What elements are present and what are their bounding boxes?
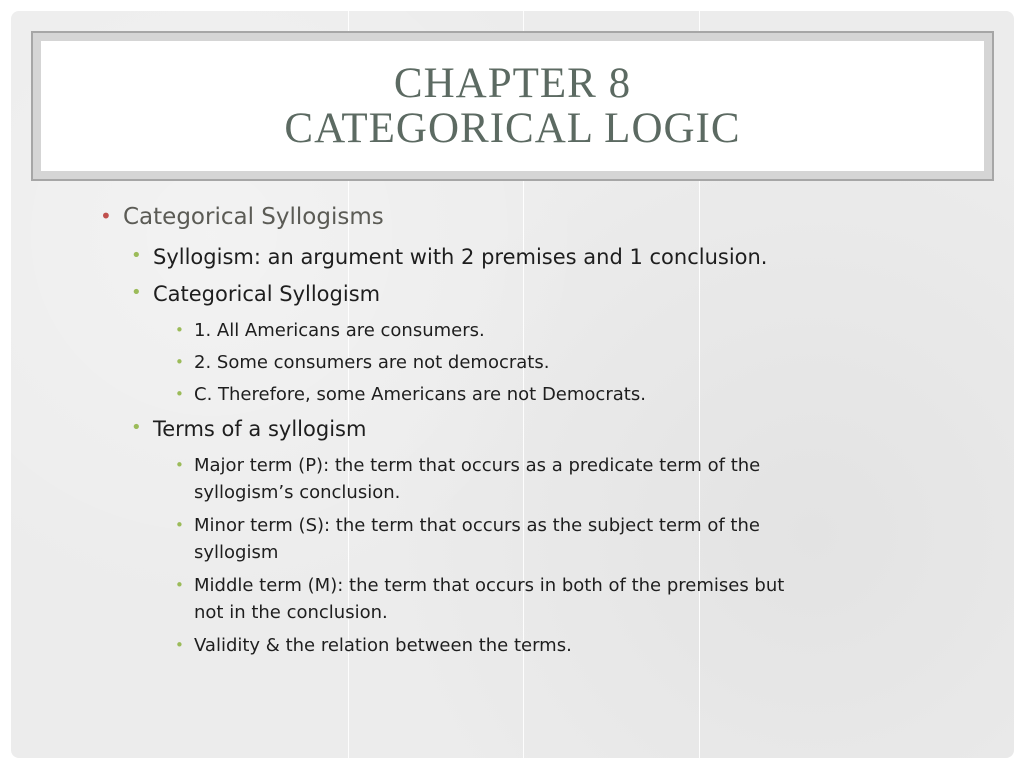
bullet-icon: • <box>175 576 184 594</box>
bullet-text: Categorical Syllogism <box>153 282 381 306</box>
bullet-terms-of-syllogism <box>131 417 367 441</box>
bullet-premise-1 <box>175 317 485 344</box>
bullet-text: Terms of a syllogism <box>153 417 367 441</box>
bullet-premise-2 <box>175 349 550 376</box>
bullet-text-line-2: not in the conclusion. <box>194 602 388 623</box>
title-line-1: CHAPTER 8 <box>393 60 632 107</box>
bullet-categorical-syllogisms <box>100 204 384 230</box>
bullet-text-line-2: syllogism <box>194 542 279 563</box>
bullet-categorical-syllogism <box>131 282 381 306</box>
bullet-text-line-2: syllogism’s conclusion. <box>194 482 401 503</box>
bullet-icon: • <box>175 456 184 474</box>
bullet-text-line-1: Middle term (M): the term that occurs in both of the premises but <box>194 575 785 596</box>
bullet-text: C. Therefore, some Americans are not Democrats. <box>194 384 646 405</box>
bullet-text-line-1: Minor term (S): the term that occurs as the subject term of the <box>194 515 760 536</box>
bullet-icon: • <box>175 353 184 371</box>
bullet-icon: • <box>175 321 184 339</box>
bullet-minor-term <box>175 512 760 566</box>
bullet-major-term <box>175 452 761 506</box>
bullet-text: 1. All Americans are consumers. <box>194 320 485 341</box>
bullet-text: 2. Some consumers are not democrats. <box>194 352 550 373</box>
bullet-icon: • <box>131 282 142 303</box>
bullet-text: Categorical Syllogisms <box>123 204 384 230</box>
bullet-icon: • <box>175 636 184 654</box>
bullet-icon: • <box>100 204 112 228</box>
bullet-syllogism-definition <box>131 245 768 269</box>
bullet-validity <box>175 632 572 659</box>
bullet-icon: • <box>175 516 184 534</box>
bullet-conclusion <box>175 381 646 408</box>
bullet-icon: • <box>175 385 184 403</box>
bullet-icon: • <box>131 245 142 266</box>
bullet-middle-term <box>175 572 785 626</box>
bullet-icon: • <box>131 417 142 438</box>
bullet-text: Syllogism: an argument with 2 premises and 1 conclusion. <box>153 245 768 269</box>
bullet-text-line-1: Major term (P): the term that occurs as a predicate term of the <box>194 455 761 476</box>
title-line-2: CATEGORICAL LOGIC <box>284 105 741 152</box>
bullet-text: Validity & the relation between the terms. <box>194 635 572 656</box>
